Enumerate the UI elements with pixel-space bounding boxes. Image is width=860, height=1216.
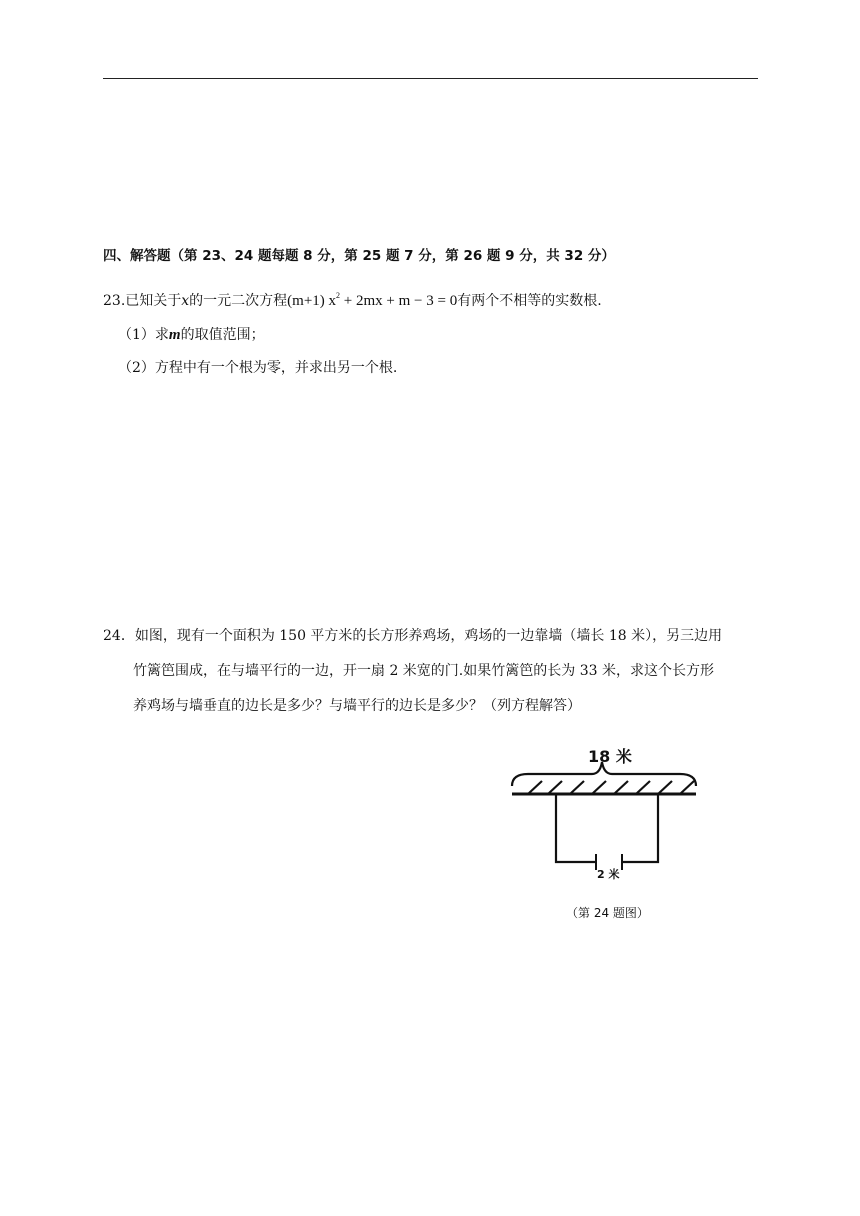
- q23-exponent: 2: [336, 291, 341, 300]
- fence-right: [622, 794, 658, 862]
- q24-line2: 竹篱笆围成，在与墙平行的一边，开一扇 2 米宽的门.如果竹篱笆的长为 33 米，求这个长方形: [133, 663, 714, 679]
- q23-suffix: 有两个不相等的实数根.: [457, 293, 602, 309]
- section-heading: 四、解答题（第 23、24 题每题 8 分，第 25 题 7 分，第 26 题 9 分，共 32 分）: [103, 248, 615, 264]
- q23-prefix: 23.已知关于: [103, 293, 182, 309]
- q23-sub1: [118, 326, 265, 344]
- q23-mid: 的一元二次方程: [189, 293, 288, 309]
- q23-var-x: x: [181, 293, 190, 309]
- q23-eq-part2: + 2mx + m − 3 = 0: [340, 293, 458, 309]
- wall-hatching: [528, 781, 694, 794]
- q23-sub1-var: m: [168, 327, 181, 343]
- q23-equation: [287, 293, 457, 309]
- q24-line3: 养鸡场与墙垂直的边长是多少？与墙平行的边长是多少？（列方程解答）: [133, 698, 581, 714]
- figure-caption: （第 24 题图）: [566, 906, 649, 920]
- door-width-label: 2 米: [597, 868, 620, 881]
- chicken-farm-figure: [508, 744, 700, 884]
- q23-eq-part1: (m+1) x: [287, 293, 337, 309]
- q24-line1: 24．如图，现有一个面积为 150 平方米的长方形养鸡场，鸡场的一边靠墙（墙长 18 米），另三边用: [103, 628, 723, 644]
- q23-sub1-prefix: （1）求: [118, 327, 169, 343]
- question-23: [103, 287, 602, 310]
- header-rule: [103, 78, 758, 79]
- fence-left: [556, 794, 596, 862]
- q23-sub2: （2）方程中有一个根为零，并求出另一个根.: [118, 360, 398, 376]
- q23-sub1-suffix: 的取值范围；: [180, 327, 265, 343]
- wall-length-label: 18 米: [588, 747, 632, 766]
